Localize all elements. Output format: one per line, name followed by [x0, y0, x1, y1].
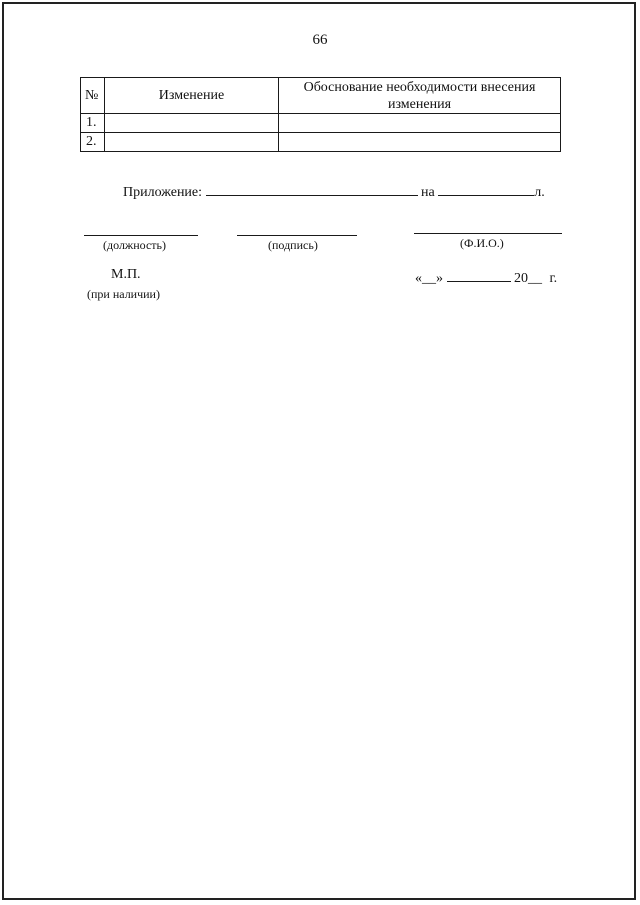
- header-reason: Обоснование необходимости внесения изменения: [279, 78, 561, 114]
- date-year-blank[interactable]: __: [528, 271, 542, 286]
- date-open-quote: «: [415, 271, 422, 286]
- appendix-on-label: на: [421, 185, 435, 200]
- row-number: 1.: [81, 114, 105, 133]
- page-number: 66: [312, 32, 328, 48]
- signature-line[interactable]: [237, 235, 357, 236]
- changes-table: [80, 77, 561, 152]
- appendix-sheets-suffix: л.: [534, 185, 545, 200]
- date-month-blank[interactable]: [447, 267, 511, 282]
- date-day-blank[interactable]: __: [422, 271, 436, 286]
- appendix-line: [123, 181, 545, 201]
- date-close-quote: »: [436, 271, 443, 286]
- stamp-note: (при наличии): [87, 287, 160, 301]
- position-caption: (должность): [103, 238, 166, 252]
- table-header-row: [81, 78, 561, 114]
- appendix-sheets-blank[interactable]: [438, 181, 534, 196]
- row-reason-cell[interactable]: [279, 133, 561, 152]
- row-change-cell[interactable]: [105, 133, 279, 152]
- position-line[interactable]: [84, 235, 198, 236]
- name-caption: (Ф.И.О.): [460, 236, 504, 250]
- row-reason-cell[interactable]: [279, 114, 561, 133]
- table-row: [81, 133, 561, 152]
- date-year-suffix: г.: [549, 271, 558, 286]
- date-year-prefix: 20: [514, 271, 528, 286]
- name-line[interactable]: [414, 233, 562, 234]
- header-change: Изменение: [105, 78, 279, 114]
- stamp-label: М.П.: [111, 267, 141, 282]
- appendix-description-blank[interactable]: [206, 181, 418, 196]
- row-number: 2.: [81, 133, 105, 152]
- header-number: №: [81, 78, 105, 114]
- date-line: [415, 267, 557, 287]
- row-change-cell[interactable]: [105, 114, 279, 133]
- appendix-label: Приложение:: [123, 185, 203, 200]
- signature-caption: (подпись): [268, 238, 318, 252]
- table-row: [81, 114, 561, 133]
